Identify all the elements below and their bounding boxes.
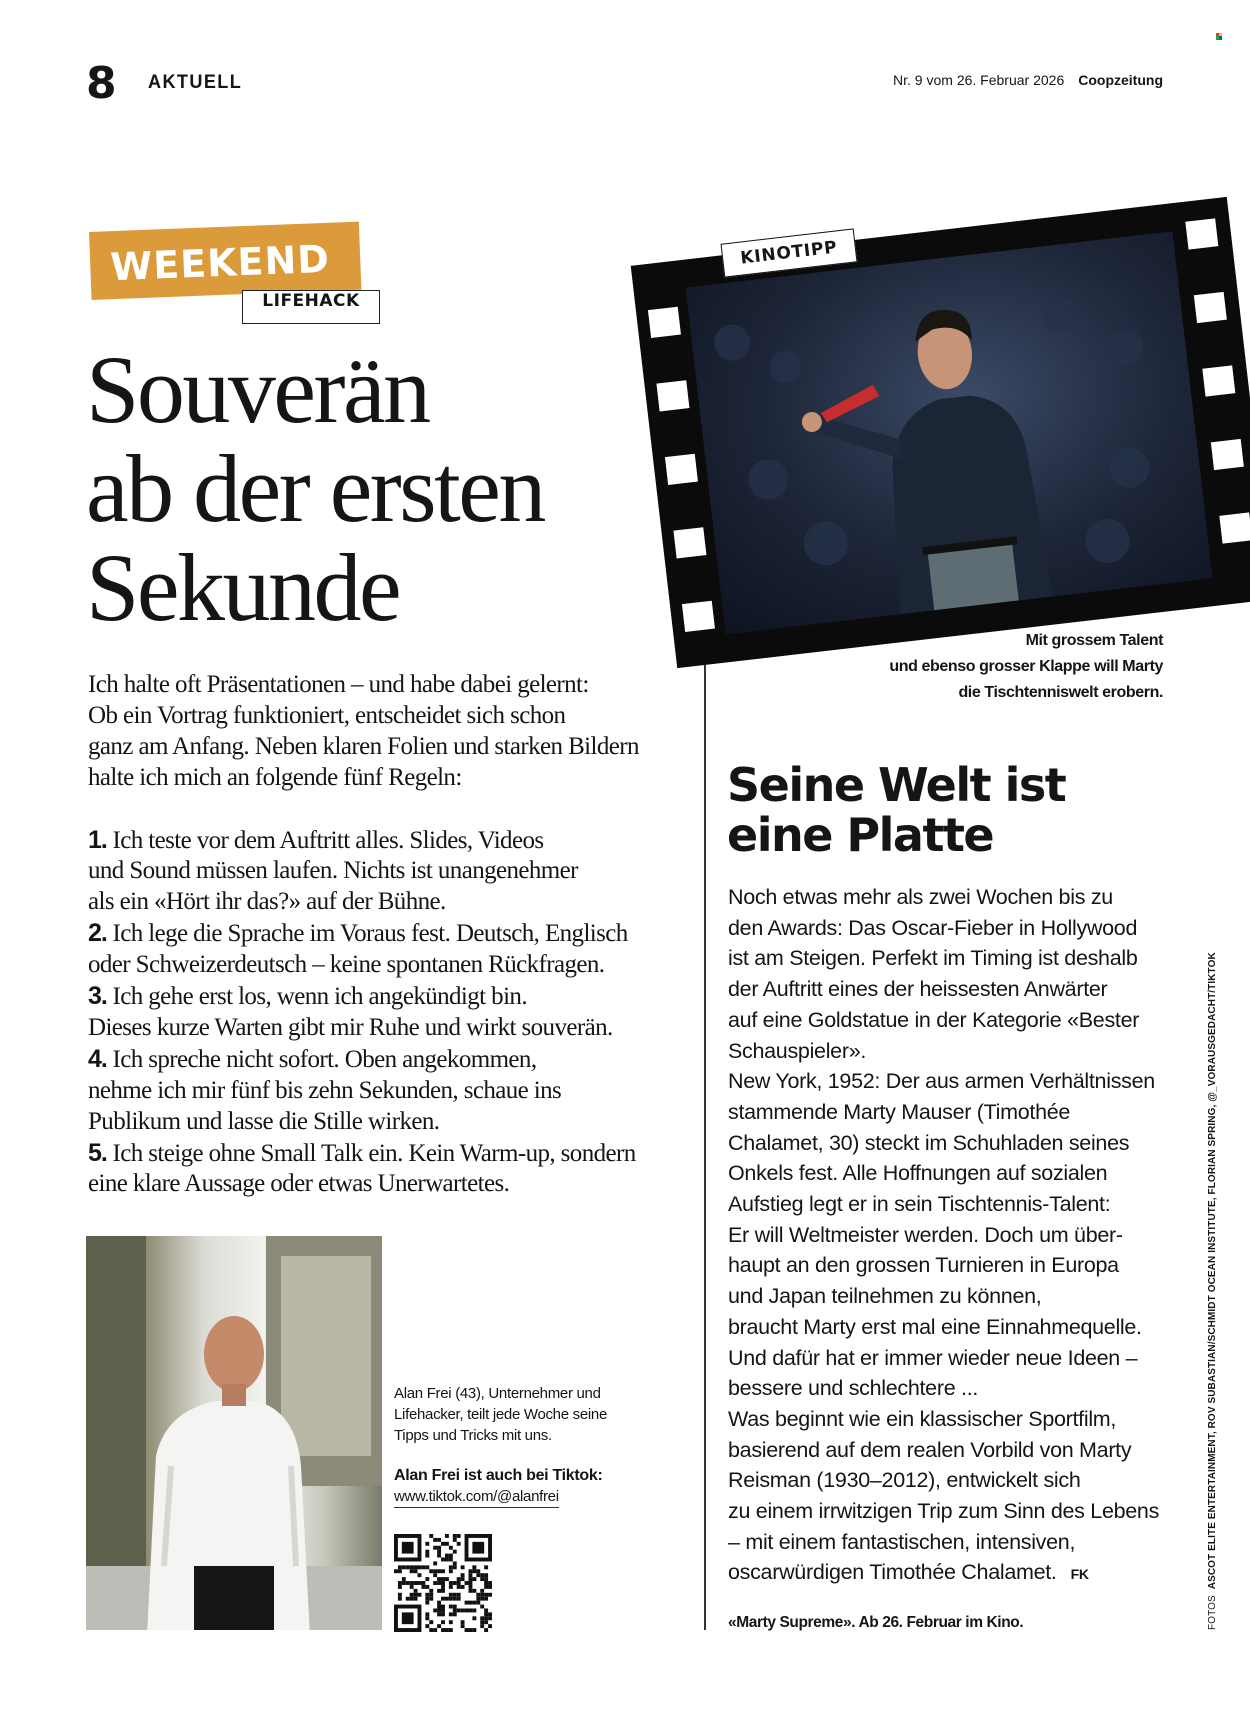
- column-divider: [704, 665, 706, 1630]
- movie-photo-caption: [889, 628, 1163, 706]
- body-text: oscarwürdigen Timothée Chalamet.: [728, 1560, 1057, 1585]
- article-body: [88, 670, 639, 1200]
- body-line: [728, 943, 1159, 974]
- sprocket-hole: [1185, 218, 1218, 249]
- body-text: Er will Weltmeister werden. Doch um über-: [728, 1222, 1123, 1247]
- body-text: basierend auf dem realen Vorbild von Marty: [728, 1437, 1132, 1462]
- kinotipp-label: KINOTIPP: [720, 228, 857, 277]
- sprocket-hole: [1211, 439, 1244, 470]
- body-text: haupt an den grossen Turnieren in Europa: [728, 1253, 1119, 1278]
- body-line: [88, 763, 639, 794]
- sprocket-hole: [665, 454, 698, 485]
- body-text: Ich gehe erst los, wenn ich angekündigt bin.: [106, 983, 527, 1011]
- body-line: [728, 1557, 1159, 1590]
- body-line: [728, 1404, 1159, 1435]
- body-line: [88, 1076, 639, 1107]
- body-line: [728, 1158, 1159, 1189]
- caption-line: und ebenso grosser Klappe will Marty: [889, 658, 1163, 675]
- body-line: [728, 913, 1159, 944]
- caption-line: Mit grossem Talent: [1025, 632, 1163, 649]
- body-text: braucht Marty erst mal eine Einnahmequelle.: [728, 1314, 1142, 1339]
- body-line: [728, 1435, 1159, 1466]
- body-text: Ob ein Vortrag funktioniert, entscheidet sich schon: [88, 701, 566, 729]
- author-initials: FK: [1070, 1566, 1089, 1583]
- author-photo-image: [86, 1236, 382, 1630]
- headline-line: Seine Welt ist: [727, 758, 1066, 812]
- body-line: [728, 1036, 1159, 1067]
- body-line: [88, 825, 639, 857]
- body-line: [728, 1097, 1159, 1128]
- body-line: [728, 1220, 1159, 1251]
- body-text: Noch etwas mehr als zwei Wochen bis zu: [728, 885, 1113, 909]
- body-text: zu einem irrwitzigen Trip zum Sinn des Lebens: [728, 1499, 1160, 1524]
- body-line: [728, 974, 1159, 1005]
- sprocket-hole: [682, 601, 715, 632]
- body-text: halte ich mich an folgende fünf Regeln:: [88, 763, 462, 791]
- body-text: ganz am Anfang. Neben klaren Folien und starken Bildern: [88, 732, 639, 760]
- sprocket-hole: [648, 307, 681, 338]
- body-text: den Awards: Das Oscar-Fieber in Hollywood: [728, 915, 1138, 940]
- body-line: [728, 1189, 1159, 1220]
- rule-number: 3.: [88, 982, 107, 1011]
- body-line: [728, 1005, 1159, 1036]
- body-line: [728, 1465, 1159, 1496]
- body-text: Ich spreche nicht sofort. Oben angekommen,: [106, 1045, 537, 1073]
- qr-code-icon[interactable]: [394, 1534, 492, 1632]
- body-text: Ich halte oft Präsentationen – und habe dabei gelernt:: [88, 671, 589, 698]
- body-line: [88, 1107, 639, 1138]
- caption-line: Lifehacker, teilt jede Woche seine: [394, 1406, 607, 1423]
- body-line: [88, 1169, 639, 1200]
- sprocket-hole: [1194, 292, 1227, 323]
- body-line: [728, 882, 1159, 913]
- tiktok-label: Alan Frei ist auch bei Tiktok:: [394, 1467, 603, 1484]
- body-text: Ich steige ohne Small Talk ein. Kein Warm-up, sondern: [106, 1139, 636, 1167]
- headline-line: eine Platte: [727, 808, 994, 862]
- body-text: – mit einem fantastischen, intensiven,: [728, 1529, 1076, 1554]
- headline-line: Souverän: [86, 336, 429, 443]
- body-text: Reisman (1930–2012), entwickelt sich: [728, 1468, 1081, 1493]
- body-text: oder Schweizerdeutsch – keine spontanen Rückfragen.: [88, 951, 605, 979]
- sprocket-hole: [1219, 512, 1250, 543]
- body-text: Und dafür hat er immer wieder neue Ideen –: [728, 1345, 1138, 1370]
- body-text: Publikum und lasse die Stille wirken.: [88, 1107, 440, 1135]
- body-line: [728, 1373, 1159, 1404]
- issue-info: [893, 72, 1163, 88]
- body-line: [728, 1496, 1159, 1527]
- caption-line: Tipps und Tricks mit uns.: [394, 1427, 552, 1444]
- rule-number: 2.: [88, 919, 107, 948]
- body-text: nehme ich mir fünf bis zehn Sekunden, schaue ins: [88, 1076, 562, 1104]
- body-text: bessere und schlechtere ...: [728, 1376, 979, 1401]
- weekend-badge-text: WEEKEND: [109, 236, 331, 290]
- issue-date: Nr. 9 vom 26. Februar 2026: [893, 72, 1065, 88]
- author-photo: [86, 1236, 382, 1630]
- article-headline: [86, 336, 544, 641]
- body-text: Ich teste vor dem Auftritt alles. Slides, Videos: [106, 826, 544, 854]
- kinotipp-body: [728, 882, 1159, 1590]
- body-text: und Japan teilnehmen zu können,: [728, 1284, 1042, 1309]
- author-caption: [394, 1383, 607, 1508]
- body-text: Was beginnt wie ein klassischer Sportfilm,: [728, 1406, 1117, 1431]
- weekend-badge: [89, 222, 361, 300]
- tiktok-link[interactable]: www.tiktok.com/@alanfrei: [394, 1486, 559, 1508]
- sprocket-hole: [656, 380, 689, 411]
- publication-name: Coopzeitung: [1078, 72, 1163, 88]
- body-text: auf eine Goldstatue in der Kategorie «Bester: [728, 1007, 1140, 1032]
- body-line: [88, 1013, 639, 1044]
- body-text: Dieses kurze Warten gibt mir Ruhe und wirkt souverän.: [88, 1013, 613, 1041]
- release-info: «Marty Supreme». Ab 26. Februar im Kino.: [728, 1614, 1024, 1631]
- body-text: Schauspieler».: [728, 1038, 867, 1063]
- sprocket-hole: [673, 527, 706, 558]
- body-line: [88, 701, 639, 732]
- body-line: [88, 732, 639, 763]
- body-text: der Auftritt eines der heissesten Anwärter: [728, 977, 1108, 1002]
- body-text: stammende Marty Mauser (Timothée: [728, 1099, 1071, 1124]
- credits-label: FOTOS: [1207, 1595, 1218, 1630]
- caption-line: Alan Frei (43), Unternehmer und: [394, 1385, 601, 1402]
- page-number: 8: [86, 58, 117, 109]
- credits-text: ASCOT ELITE ENTERTAINMENT, ROV SUBASTIAN/SCHMIDT OCEAN INSTITUTE, FLORIAN SPRING, @_VORAUSGEDACHT/TIKTOK: [1207, 952, 1218, 1590]
- body-text: Aufstieg legt er in sein Tischtennis-Talent:: [728, 1192, 1111, 1217]
- body-line: [728, 1312, 1159, 1343]
- body-line: [88, 1138, 639, 1170]
- body-line: [728, 1527, 1159, 1558]
- body-line: [88, 918, 639, 950]
- body-line: [88, 794, 639, 825]
- body-text: ist am Steigen. Perfekt im Timing ist deshalb: [728, 946, 1138, 971]
- print-color-mark-icon: [1216, 33, 1225, 40]
- movie-still: [686, 231, 1213, 634]
- body-line: [88, 1044, 639, 1076]
- sprocket-hole: [1202, 365, 1235, 396]
- photo-credits: [1207, 952, 1218, 1630]
- body-line: [88, 887, 639, 918]
- lifehack-badge: LIFEHACK: [242, 290, 380, 324]
- headline-line: Sekunde: [86, 534, 400, 641]
- body-text: Onkels fest. Alle Hoffnungen auf sozialen: [728, 1161, 1108, 1186]
- body-line: [728, 1281, 1159, 1312]
- body-text: als ein «Hört ihr das?» auf der Bühne.: [88, 888, 446, 916]
- body-line: [88, 670, 639, 701]
- body-line: [728, 1066, 1159, 1097]
- body-text: New York, 1952: Der aus armen Verhältnissen: [728, 1069, 1155, 1094]
- movie-still-image: [686, 231, 1213, 634]
- body-line: [88, 856, 639, 887]
- body-line: [728, 1250, 1159, 1281]
- body-text: Ich lege die Sprache im Voraus fest. Deutsch, Englisch: [106, 920, 628, 948]
- kinotipp-headline: [727, 760, 1065, 860]
- caption-line: die Tischtenniswelt erobern.: [958, 684, 1163, 701]
- rule-number: 5.: [88, 1138, 107, 1167]
- rule-number: 1.: [88, 825, 107, 854]
- body-line: [88, 950, 639, 981]
- section-label: AKTUELL: [148, 72, 243, 93]
- body-text: Chalamet, 30) steckt im Schuhladen seines: [728, 1130, 1130, 1155]
- body-line: [88, 981, 639, 1013]
- body-text: eine klare Aussage oder etwas Unerwartetes.: [88, 1170, 510, 1198]
- headline-line: ab der ersten: [86, 435, 544, 542]
- body-text: und Sound müssen laufen. Nichts ist unangenehmer: [88, 857, 578, 885]
- body-line: [728, 1128, 1159, 1159]
- body-line: [728, 1343, 1159, 1374]
- rule-number: 4.: [88, 1044, 107, 1073]
